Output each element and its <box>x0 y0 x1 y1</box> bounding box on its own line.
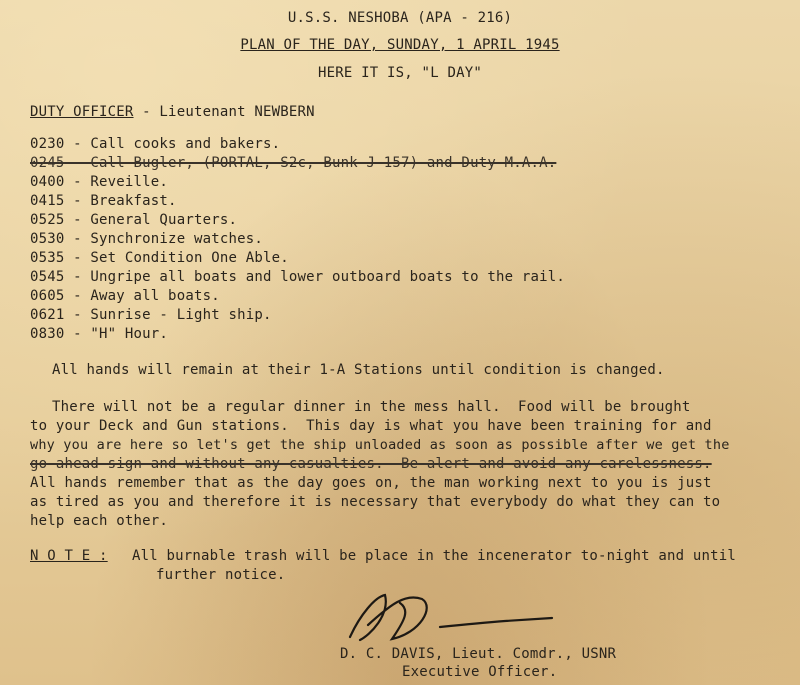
signature-title: Executive Officer. <box>402 664 558 680</box>
signature-name: D. C. DAVIS, Lieut. Comdr., USNR <box>340 646 617 662</box>
schedule-text: - Ungripe all boats and lower outboard boats to the rail. <box>64 269 565 285</box>
schedule-time: 0535 <box>30 250 65 266</box>
schedule-text: - "H" Hour. <box>64 326 169 342</box>
schedule-item <box>30 326 168 342</box>
tagline: HERE IT IS, "L DAY" <box>318 65 482 81</box>
schedule-text: - Call Bugler, (PORTAL, S2c, Bunk J-157) and Duty M.A.A. <box>64 155 557 171</box>
schedule-item <box>30 250 289 266</box>
schedule-item <box>30 288 220 304</box>
schedule-time: 0230 <box>30 136 65 152</box>
schedule-time: 0545 <box>30 269 65 285</box>
schedule-item <box>30 212 237 228</box>
schedule-text: - Away all boats. <box>64 288 220 304</box>
schedule-text: - Sunrise - Light ship. <box>64 307 272 323</box>
paragraph-line: to your Deck and Gun stations. This day is what you have been training for and <box>30 418 712 434</box>
duty-officer-line <box>30 104 315 120</box>
paragraph-line: All hands remember that as the day goes on, the man working next to you is just <box>30 475 712 491</box>
schedule-time: 0525 <box>30 212 65 228</box>
schedule-text: - Breakfast. <box>64 193 177 209</box>
note-line: further notice. <box>156 567 286 583</box>
schedule-text: - Reveille. <box>64 174 169 190</box>
schedule-text: - Set Condition One Able. <box>64 250 289 266</box>
paragraph-line: There will not be a regular dinner in the mess hall. Food will be brought <box>52 399 691 415</box>
schedule-item <box>30 174 168 190</box>
schedule-item-struck <box>30 155 556 171</box>
schedule-time: 0830 <box>30 326 65 342</box>
schedule-time: 0530 <box>30 231 65 247</box>
schedule-text: - General Quarters. <box>64 212 238 228</box>
schedule-time: 0245 <box>30 155 65 171</box>
duty-officer-label: DUTY OFFICER <box>30 104 134 120</box>
paragraph-line: why you are here so let's get the ship unloaded as soon as possible after we get the <box>30 437 730 453</box>
paragraph-line: go ahead sign and without any casualties. Be alert and avoid any carelessness. <box>30 456 712 472</box>
duty-officer-value: - Lieutenant NEWBERN <box>133 104 315 120</box>
schedule-time: 0621 <box>30 307 65 323</box>
ship-heading: U.S.S. NESHOBA (APA - 216) <box>287 10 513 26</box>
plan-title: PLAN OF THE DAY, SUNDAY, 1 APRIL 1945 <box>240 37 560 53</box>
schedule-time: 0415 <box>30 193 65 209</box>
note-label: N O T E : <box>30 548 108 564</box>
schedule-item <box>30 231 263 247</box>
schedule-time: 0605 <box>30 288 65 304</box>
schedule-time: 0400 <box>30 174 65 190</box>
note-line: All burnable trash will be place in the incenerator to-night and until <box>132 548 737 564</box>
schedule-item <box>30 193 177 209</box>
paragraph-line: as tired as you and therefore it is necessary that everybody do what they can to <box>30 494 721 510</box>
schedule-item <box>30 136 280 152</box>
schedule-text: - Call cooks and bakers. <box>64 136 281 152</box>
paragraph-line: help each other. <box>30 513 169 529</box>
schedule-item <box>30 269 565 285</box>
schedule-item <box>30 307 272 323</box>
stations-notice: All hands will remain at their 1-A Stations until condition is changed. <box>52 362 665 378</box>
schedule-text: - Synchronize watches. <box>64 231 263 247</box>
handwritten-signature <box>330 585 560 645</box>
